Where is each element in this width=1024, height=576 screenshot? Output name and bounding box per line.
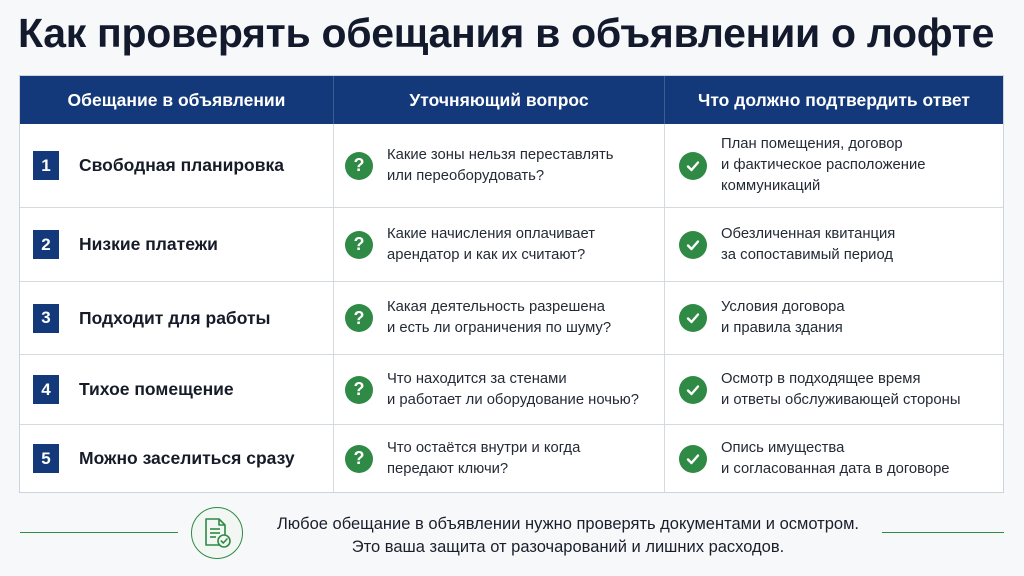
table-body [20, 124, 1003, 492]
check-mark-icon [679, 152, 707, 180]
row-number-badge: 1 [33, 151, 59, 180]
promise-label: Подходит для работы [79, 307, 271, 328]
answer-text: Опись имущества и согласованная дата в договоре [721, 439, 950, 477]
question-cell [333, 425, 664, 492]
table-header [20, 76, 1003, 124]
question-text: Что остаётся внутри и когда передают ключи? [387, 439, 581, 477]
promise-label: Тихое помещение [79, 379, 234, 399]
table-row [20, 124, 1003, 207]
column-header-question: Уточняющий вопрос [333, 76, 664, 124]
question-mark-icon: ? [345, 445, 373, 473]
column-header-promise: Обещание в объявлении [67, 89, 286, 110]
question-cell [333, 355, 664, 424]
answer-text: План помещения, договор и фактическое расположение коммуникаций [721, 136, 926, 194]
question-text: Какие зоны нельзя переставлять или переоборудовать? [387, 146, 614, 184]
row-number-badge: 2 [33, 230, 59, 259]
check-mark-icon [679, 231, 707, 259]
question-cell [333, 282, 664, 354]
row-number-badge: 3 [33, 304, 59, 333]
answer-cell [664, 355, 1003, 424]
promise-cell [20, 355, 333, 424]
question-cell [333, 124, 664, 207]
answer-cell [664, 282, 1003, 354]
check-mark-icon [679, 445, 707, 473]
promise-label: Свободная планировка [79, 155, 284, 175]
question-mark-icon: ? [345, 376, 373, 404]
answer-text: Обезличенная квитанция за сопоставимый период [721, 225, 896, 263]
promise-label: Низкие платежи [79, 234, 218, 254]
question-mark-icon: ? [345, 304, 373, 332]
comparison-table [19, 75, 1004, 493]
footer-note-line-1: Любое обещание в объявлении нужно проверять документами и осмотром. [276, 515, 860, 533]
footer-note-line-2: Это ваша защита от разочарований и лишних расходов. [351, 538, 785, 556]
document-check-icon [191, 507, 243, 559]
answer-text: Условия договора и правила здания [721, 299, 845, 336]
footer-divider-right [882, 532, 1004, 533]
check-mark-icon [679, 376, 707, 404]
promise-cell [20, 208, 333, 281]
answer-cell [664, 208, 1003, 281]
question-text: Какая деятельность разрешена и есть ли ограничения по шуму? [387, 299, 612, 336]
promise-cell [20, 124, 333, 207]
promise-cell [20, 282, 333, 354]
row-number-badge: 5 [33, 444, 59, 473]
promise-label: Можно заселиться сразу [79, 448, 295, 468]
column-header-confirmation: Что должно подтвердить ответ [664, 76, 1003, 124]
question-mark-icon: ? [345, 152, 373, 180]
footer-divider-left [20, 532, 178, 533]
answer-cell [664, 124, 1003, 207]
row-number-badge: 4 [33, 375, 59, 404]
table-row [20, 207, 1003, 281]
question-text: Что находится за стенами и работает ли оборудование ночью? [387, 370, 639, 408]
answer-cell [664, 425, 1003, 492]
question-mark-icon: ? [345, 231, 373, 259]
question-cell [333, 208, 664, 281]
promise-cell [20, 425, 333, 492]
question-text: Какие начисления оплачивает арендатор и как их считают? [387, 225, 595, 263]
footer-note [258, 513, 878, 559]
check-mark-icon [679, 304, 707, 332]
table-row [20, 281, 1003, 354]
answer-text: Осмотр в подходящее время и ответы обслуживающей стороны [721, 370, 961, 408]
table-row [20, 354, 1003, 424]
page-title: Как проверять обещания в объявлении о лофте [18, 10, 995, 56]
table-row [20, 424, 1003, 492]
